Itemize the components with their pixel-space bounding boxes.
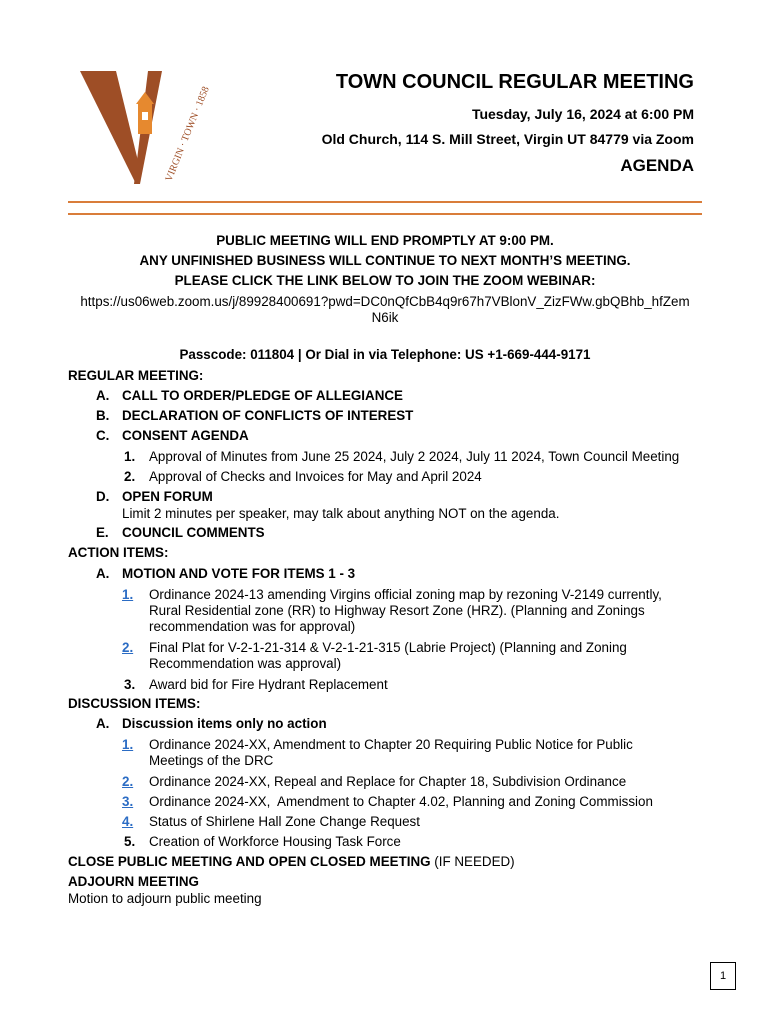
virgin-town-logo [76,66,212,188]
open-forum: OPEN FORUM [122,489,213,504]
item-label: A. [96,566,110,581]
action-item-link[interactable]: 1. [122,587,134,602]
notice-zoom-link-label: PLEASE CLICK THE LINK BELOW TO JOIN THE ZOOM WEBINAR: [174,273,596,288]
ordinance-chapter-18: Ordinance 2024-XX, Repeal and Replace for Chapter 18, Subdivision Ordinance [149,774,627,789]
action-item-link[interactable]: 2. [122,640,134,655]
declaration-conflicts: DECLARATION OF CONFLICTS OF INTEREST [122,408,414,423]
fire-hydrant-bid: Award bid for Fire Hydrant Replacement [149,677,388,692]
page-number: 1 [710,962,736,990]
item-label: A. [96,388,110,403]
item-number: 5. [124,834,136,849]
close-public-meeting-note: (IF NEEDED) [430,854,515,869]
ordinance-2024-13-cont: Rural Residential zone (RR) to Highway Resort Zone (HRZ). (Planning and Zonings [149,603,645,618]
action-items-heading: ACTION ITEMS: [68,545,169,560]
final-plat: Final Plat for V-2-1-21-314 & V-2-1-21-315 (Labrie Project) (Planning and Zoning [149,640,627,655]
discussion-item-link[interactable]: 3. [122,794,134,809]
open-forum-note: Limit 2 minutes per speaker, may talk about anything NOT on the agenda. [122,506,560,521]
final-plat-cont: Recommendation was approval) [149,656,342,671]
workforce-housing: Creation of Workforce Housing Task Force [149,834,401,849]
consent-agenda: CONSENT AGENDA [122,428,249,443]
item-label: B. [96,408,110,423]
notice-unfinished: ANY UNFINISHED BUSINESS WILL CONTINUE TO NEXT MONTH’S MEETING. [139,253,631,268]
ordinance-chapter-4-02: Ordinance 2024-XX, Amendment to Chapter 4.02, Planning and Zoning Commission [149,794,653,809]
item-label: E. [96,525,109,540]
regular-meeting-heading: REGULAR MEETING: [68,368,204,383]
notice-end-time: PUBLIC MEETING WILL END PROMPTLY AT 9:00 PM. [216,233,554,248]
header-divider-bottom [68,213,702,215]
approval-minutes: Approval of Minutes from June 25 2024, July 2 2024, July 11 2024, Town Council Meeting [149,449,680,464]
agenda-heading: AGENDA [620,156,694,175]
ordinance-chapter-20: Ordinance 2024-XX, Amendment to Chapter 20 Requiring Public Notice for Public [149,737,633,752]
meeting-date: Tuesday, July 16, 2024 at 6:00 PM [471,106,694,122]
meeting-venue: Old Church, 114 S. Mill Street, Virgin UT 84779 via Zoom [321,131,694,147]
item-label: D. [96,489,110,504]
item-label: A. [96,716,110,731]
item-label: C. [96,428,110,443]
approval-checks: Approval of Checks and Invoices for May and April 2024 [149,469,482,484]
item-number: 1. [124,449,136,464]
discussion-items-heading: DISCUSSION ITEMS: [68,696,201,711]
discussion-item-link[interactable]: 2. [122,774,134,789]
close-public-meeting [68,854,515,869]
item-number: 3. [124,677,136,692]
close-public-meeting-label: CLOSE PUBLIC MEETING AND OPEN CLOSED MEETING [68,854,431,869]
adjourn-heading: ADJOURN MEETING [68,874,199,889]
ordinance-2024-13: Ordinance 2024-13 amending Virgins official zoning map by rezoning V-2149 currently, [149,587,662,602]
logo-text: VIRGIN · TOWN · 1858 [163,85,212,184]
zoom-link[interactable]: https://us06web.zoom.us/j/89928400691?pwd=DC0nQfCbB4q9r67h7VBlonV_ZizFWw.gbQBhb_hfZem [80,294,690,309]
item-number: 2. [124,469,136,484]
header-divider-top [68,201,702,203]
discussion-item-link[interactable]: 4. [122,814,134,829]
zoom-link-continued[interactable]: N6ik [371,310,399,325]
ordinance-2024-13-cont2: recommendation was for approval) [149,619,356,634]
shirlene-hall-status: Status of Shirlene Hall Zone Change Request [149,814,420,829]
call-to-order: CALL TO ORDER/PLEDGE OF ALLEGIANCE [122,388,403,403]
discussion-only: Discussion items only no action [122,716,327,731]
adjourn-note: Motion to adjourn public meeting [68,891,262,906]
logo-church-window [142,112,148,120]
logo-v-left-stroke [80,71,138,184]
ordinance-chapter-20-cont: Meetings of the DRC [149,753,274,768]
meeting-title: TOWN COUNCIL REGULAR MEETING [335,71,694,93]
motion-and-vote: MOTION AND VOTE FOR ITEMS 1 - 3 [122,566,356,581]
passcode-line: Passcode: 011804 | Or Dial in via Telephone: US +1-669-444-9171 [179,347,591,362]
council-comments: COUNCIL COMMENTS [122,525,265,540]
discussion-item-link[interactable]: 1. [122,737,134,752]
